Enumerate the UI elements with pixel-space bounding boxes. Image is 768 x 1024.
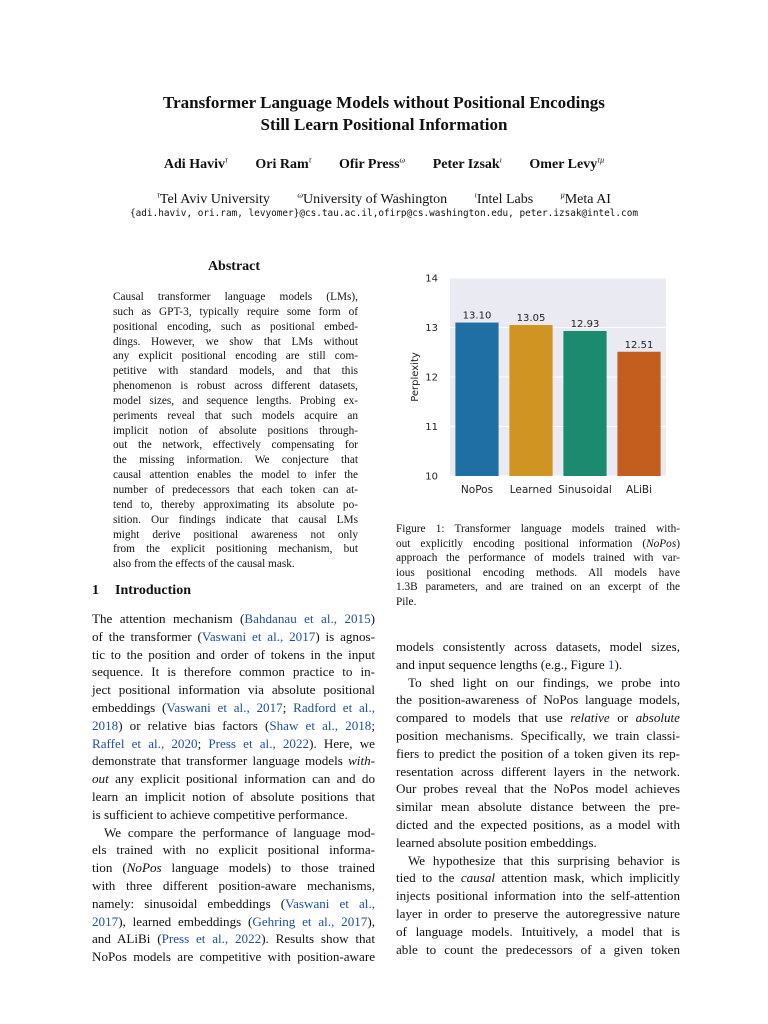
text-line <box>396 869 680 887</box>
bar-alibi <box>617 352 660 476</box>
text-span: ). <box>614 656 623 672</box>
y-axis-label: Perplexity <box>410 352 421 402</box>
author-list <box>60 151 708 174</box>
y-tick-label: 14 <box>425 273 438 285</box>
text-span: of the transformer ( <box>92 628 202 644</box>
title-line-1: Transformer Language Models without Positional Encodings <box>163 93 605 112</box>
text-line <box>92 610 375 628</box>
text-line <box>396 763 680 781</box>
text-line <box>396 834 680 852</box>
text-span: We hypothesize that this surprising behavior is <box>408 852 680 868</box>
abstract-line: causal attention enables the model to infer the <box>113 469 358 482</box>
intro-right-column <box>396 638 680 958</box>
author: Adi Haviv$^\tau$ <box>163 155 228 172</box>
abstract-line: such as GPT-3, typically require some form of <box>113 305 358 318</box>
abstract-body <box>113 290 358 572</box>
text-span: ) <box>370 611 376 626</box>
text-span: language models) to those trained <box>161 860 375 876</box>
text-span: ) is agnos- <box>315 628 375 644</box>
text-span: models consistently across datasets, model sizes, <box>396 639 680 654</box>
text-span: 1.3B parameters, and are trained on an excerpt of the <box>396 581 680 594</box>
abstract-line: petitive with standard models, and that this <box>113 365 358 378</box>
text-line <box>396 566 680 581</box>
bar-value-label: 12.93 <box>570 318 600 330</box>
text-span: resentation across different layers in the network. <box>396 763 680 779</box>
abstract-line: the missing information. We conjecture that <box>113 454 358 467</box>
citation-link[interactable]: Gehring et al., 2017 <box>252 913 368 929</box>
section-title: Introduction <box>115 583 191 598</box>
text-line <box>92 930 375 948</box>
text-span: ject positional information via absolute positional <box>92 682 375 698</box>
abstract-line: phenomenon is robust across different datasets, <box>113 380 358 393</box>
text-span: Our probes reveal that the NoPos model achieves <box>396 781 680 797</box>
citation-link[interactable]: 2018 <box>92 717 119 733</box>
citation-link[interactable]: 2017 <box>92 913 119 929</box>
author: Ori Ram$^\tau$ <box>255 155 312 172</box>
author-emails: {adi.haviv, ori.ram, levyomer}@cs.tau.ac.il,ofirp@cs.washington.edu, peter.izsak@intel.com <box>130 208 638 219</box>
citation-link[interactable]: Shaw et al., 2018 <box>269 717 372 733</box>
text-span: learned absolute position embeddings. <box>396 834 597 850</box>
text-line <box>396 780 680 798</box>
text-line <box>396 852 680 870</box>
text-span: the position-awareness of NoPos language models, <box>396 692 680 708</box>
text-line <box>396 727 680 745</box>
perplexity-bar-chart <box>404 268 680 504</box>
abstract-line: sition. Our findings indicate that causal LMs <box>113 513 358 526</box>
text-line <box>92 841 375 859</box>
text-span: sequence. It is therefore common practice to in- <box>92 664 375 680</box>
text-span: ). Results show that <box>261 931 375 947</box>
emphasis-text: NoPos <box>646 537 677 550</box>
abstract-line: tend to, thereby approximating its absolute po- <box>113 498 358 511</box>
text-span: layer in order to preserve the autoregressive nature <box>396 905 680 921</box>
text-span: To shed light on our findings, we probe into <box>408 674 680 690</box>
text-line <box>92 735 375 753</box>
citation-link[interactable]: Radford et al., <box>293 699 375 715</box>
text-line <box>396 638 680 656</box>
text-line <box>396 709 680 727</box>
abstract-line: Causal transformer language models (LMs), <box>113 291 358 303</box>
abstract-line: also from the effects of the causal mask. <box>113 558 295 571</box>
affiliation: $^\tau$Tel Aviv University <box>157 190 270 207</box>
text-span: demonstrate that transformer language models <box>92 753 349 769</box>
text-span: with three different position-aware mechanisms, <box>92 877 375 893</box>
text-line <box>396 551 680 566</box>
text-span: ; <box>282 699 294 715</box>
text-span: ) <box>676 537 680 550</box>
author: Peter Izsak$^\iota$ <box>432 155 502 172</box>
citation-link[interactable]: 1 <box>608 656 615 672</box>
text-span: injects positional information into the self-attention <box>396 888 680 904</box>
text-line <box>92 913 375 931</box>
text-line <box>396 798 680 816</box>
text-span: ), learned embeddings ( <box>118 913 253 929</box>
text-span: ), <box>367 913 375 929</box>
text-line <box>396 522 680 537</box>
text-line <box>92 895 375 913</box>
abstract-line: number of predecessors that each token can at- <box>113 483 358 496</box>
y-tick-label: 11 <box>425 422 438 433</box>
text-span: able to count the predecessors of a given token <box>396 941 680 957</box>
section-heading <box>92 582 191 600</box>
x-tick-label: Sinusoidal <box>558 484 612 496</box>
text-line <box>92 824 375 842</box>
citation-link[interactable]: Press et al., 2022 <box>208 735 310 751</box>
text-span: embeddings ( <box>92 699 167 715</box>
emphasis-text: causal <box>460 870 496 886</box>
author: Ofir Press$^\omega$ <box>339 155 406 172</box>
text-span: ; <box>371 717 375 733</box>
text-line <box>396 905 680 923</box>
text-span: position mechanisms. Specifically, we train classi- <box>396 727 680 743</box>
bar-sinusoidal <box>563 331 606 476</box>
text-line <box>396 595 680 610</box>
citation-link[interactable]: Bahdanau et al., 2015 <box>244 611 371 626</box>
abstract-line: out the network, effectively compensating for <box>113 439 358 452</box>
bar-value-label: 13.05 <box>516 313 546 325</box>
emphasis-text: with- <box>348 753 375 769</box>
text-span: tion ( <box>92 860 127 876</box>
text-span: The attention mechanism ( <box>92 611 245 626</box>
citation-link[interactable]: Vaswani et al., 2017 <box>166 699 283 715</box>
abstract-line: dings. However, we show that LMs without <box>113 335 358 348</box>
text-span: or <box>609 710 636 726</box>
affiliation: $^\mu$Meta AI <box>560 190 611 207</box>
text-line <box>92 788 375 806</box>
text-span: els trained with no explicit positional informa- <box>92 842 375 858</box>
bar-nopos <box>455 323 498 476</box>
text-line <box>396 887 680 905</box>
abstract-line: might derive positional awareness not only <box>113 528 358 541</box>
text-span: similar mean absolute distance between the pre- <box>396 799 680 815</box>
text-line <box>396 537 680 552</box>
text-line <box>92 681 375 699</box>
text-span: learn an implicit notion of absolute positions that <box>92 788 375 804</box>
text-line <box>396 691 680 709</box>
text-line <box>92 770 375 788</box>
text-span: We compare the performance of language mod- <box>104 824 375 840</box>
x-tick-label: Learned <box>509 484 553 496</box>
affiliation-list <box>60 186 708 209</box>
bar-learned <box>509 325 552 476</box>
text-span: fiers to predict the position of a token given its rep- <box>396 745 680 761</box>
text-span: and ALiBi ( <box>92 931 162 947</box>
text-span: of language models. Intuitively, a model that is <box>396 923 680 939</box>
text-span: ). Here, we <box>309 735 375 751</box>
abstract-line: positional encoding, such as positional embed- <box>113 320 358 333</box>
text-line <box>396 656 680 674</box>
text-line <box>92 806 375 824</box>
text-span: ; <box>197 735 209 751</box>
y-tick-label: 13 <box>425 323 438 334</box>
emphasis-text: out <box>92 771 109 787</box>
y-tick-label: 10 <box>425 471 438 483</box>
text-line <box>92 699 375 717</box>
citation-link[interactable]: Vaswani et al., 2017 <box>201 628 316 644</box>
text-line <box>396 816 680 834</box>
y-tick-label: 12 <box>425 372 438 384</box>
abstract-line: from the explicit positioning mechanism, but <box>113 543 358 556</box>
text-line <box>396 580 680 595</box>
abstract-line: any explicit positional encoding are still com- <box>113 350 358 363</box>
text-line <box>396 923 680 941</box>
affiliation: $^\iota$Intel Labs <box>474 190 534 207</box>
text-span: dicted and the expected positions, as a model with <box>396 816 680 832</box>
text-line <box>92 948 375 966</box>
text-line <box>92 646 375 664</box>
text-span: any explicit positional information can and do <box>108 771 375 787</box>
text-line <box>396 745 680 763</box>
abstract-heading: Abstract <box>207 259 261 274</box>
emphasis-text: NoPos <box>126 860 162 876</box>
text-line <box>92 663 375 681</box>
title-line-2: Still Learn Positional Information <box>260 115 508 134</box>
text-span: Pile. <box>396 595 417 608</box>
text-span: approach the performance of models trained with var- <box>396 552 680 565</box>
text-span: Figure 1: Transformer language models trained with- <box>396 523 680 535</box>
text-line <box>92 752 375 770</box>
text-line <box>396 941 680 959</box>
text-line <box>92 877 375 895</box>
citation-link[interactable]: Raffel et al., 2020 <box>92 735 198 751</box>
text-span: compared to models that use <box>396 710 571 726</box>
intro-left-column <box>92 610 375 966</box>
text-span: is sufficient to achieve competitive performance. <box>92 806 348 822</box>
text-span: ious positional encoding methods. All models have <box>396 566 680 579</box>
text-span: and input sequence lengths (e.g., Figure <box>396 656 608 672</box>
text-span: ) or relative bias factors ( <box>118 717 270 733</box>
abstract-line: periments reveal that such models acquire an <box>113 409 358 422</box>
bar-value-label: 12.51 <box>624 339 654 351</box>
emphasis-text: relative <box>570 710 610 726</box>
text-span: attention mask, which implicitly <box>495 870 680 886</box>
text-span: namely: sinusoidal embeddings ( <box>92 895 286 911</box>
paper-title <box>60 92 708 136</box>
abstract-line: implicit notion of absolute positions through- <box>113 424 358 437</box>
text-line <box>92 859 375 877</box>
citation-link[interactable]: Vaswani et al., <box>285 895 375 911</box>
citation-link[interactable]: Press et al., 2022 <box>161 931 262 947</box>
text-line <box>396 674 680 692</box>
abstract-line: model sizes, and sequence lengths. Probing ex- <box>113 394 358 407</box>
text-span: tied to the <box>396 870 461 886</box>
bar-value-label: 13.10 <box>462 310 492 322</box>
author: Omer Levy$^{\tau\mu}$ <box>529 155 605 172</box>
text-line <box>92 717 375 735</box>
section-number: 1 <box>92 583 99 598</box>
affiliation: $^\omega$University of Washington <box>297 190 448 207</box>
x-tick-label: NoPos <box>460 484 494 496</box>
x-tick-label: ALiBi <box>625 484 653 496</box>
text-span: out explicitly encoding positional information ( <box>396 537 647 550</box>
text-line <box>92 628 375 646</box>
figure-caption <box>396 522 680 610</box>
text-span: NoPos models are competitive with position-aware <box>92 949 375 965</box>
emphasis-text: absolute <box>635 710 680 726</box>
text-span: tic to the position and order of tokens in the input <box>92 646 375 662</box>
